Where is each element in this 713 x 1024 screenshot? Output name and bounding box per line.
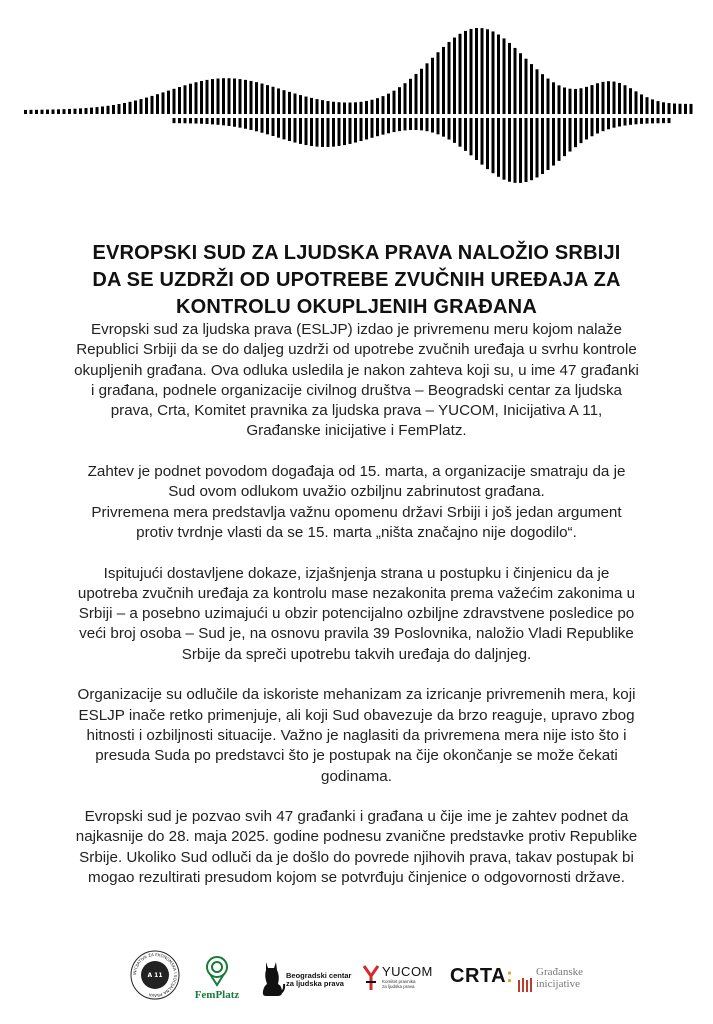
paragraph-4 [40, 685, 673, 786]
paragraph-3 [40, 564, 673, 665]
wave-bar-upper [503, 38, 506, 114]
wave-bar-upper [508, 43, 511, 114]
wave-bar-lower [470, 118, 473, 155]
wave-bar-upper [134, 101, 137, 114]
wave-bar-lower [404, 118, 407, 130]
wave-bar-upper [244, 80, 247, 114]
wave-bar-lower [596, 118, 599, 133]
wave-bar-upper [288, 92, 291, 114]
wave-bar-upper [563, 88, 566, 114]
wave-bar-lower [299, 118, 302, 144]
wave-bar-upper [657, 101, 660, 114]
wave-bar-lower [200, 118, 203, 124]
text-line: ESLJP inače retko primenjuje, ali koji Sud obavezuje da brzo reaguje, upravo zbog [78, 706, 635, 724]
wave-bar-upper [420, 69, 423, 114]
wave-bar-upper [332, 102, 335, 114]
text-line: Organizacije su odlučile da iskoriste mehanizam za izricanje privremenih mera, koji [77, 686, 636, 704]
wave-bar-upper [79, 108, 82, 114]
sound-wave-graphic [0, 0, 713, 200]
wave-bar-upper [624, 85, 627, 114]
wave-bar-upper [437, 52, 440, 114]
wave-bar-lower [558, 118, 561, 161]
wave-bar-upper [90, 108, 93, 114]
wave-bar-lower [178, 118, 181, 123]
wave-bar-lower [492, 118, 495, 173]
wave-bar-lower [371, 118, 374, 138]
wave-bar-upper [558, 85, 561, 114]
wave-bar-lower [228, 118, 231, 126]
a11-logo [130, 950, 180, 1000]
wave-bar-lower [354, 118, 357, 143]
beogradski-centar-logo [260, 958, 352, 1002]
paragraph-1 [40, 320, 673, 442]
wave-bar-upper [63, 109, 66, 114]
text-line: hitnosti i ozbiljnosti situacije. Važno je naglasiti da privremena mera nije isto što i [86, 726, 627, 744]
wave-bar-lower [519, 118, 522, 183]
wave-bar-lower [547, 118, 550, 170]
wave-bar-upper [85, 108, 88, 114]
wave-bar-upper [635, 91, 638, 114]
femplatz-logo [190, 955, 244, 1005]
wave-bar-lower [618, 118, 621, 126]
wave-bar-upper [167, 91, 170, 114]
wave-bar-upper [266, 85, 269, 114]
crta-name: CRTA [450, 965, 507, 987]
wave-bar-upper [299, 95, 302, 114]
wave-bar-lower [464, 118, 467, 151]
wave-bar-upper [338, 102, 341, 114]
wave-bar-lower [244, 118, 247, 129]
yucom-mark-icon [362, 964, 380, 992]
wave-bar-lower [662, 118, 665, 123]
wave-bar-upper [651, 99, 654, 114]
wave-bar-lower [536, 118, 539, 177]
wave-bar-lower [349, 118, 352, 144]
wave-bar-lower [360, 118, 363, 141]
wave-bar-upper [382, 96, 385, 114]
wave-bar-upper [349, 103, 352, 114]
wave-bar-lower [327, 118, 330, 147]
wave-bar-lower [387, 118, 390, 133]
paragraph-2 [40, 462, 673, 543]
wave-bar-upper [30, 110, 33, 114]
wave-bar-lower [409, 118, 412, 130]
wave-bar-upper [272, 87, 275, 114]
wave-bar-lower [266, 118, 269, 134]
yucom-sub-1: Komitet pravnika [382, 979, 416, 984]
wave-bar-upper [46, 110, 49, 114]
text-line: godinama. [321, 767, 392, 785]
wave-bar-upper [316, 99, 319, 114]
wave-bar-upper [250, 81, 253, 114]
wave-bar-upper [552, 82, 555, 114]
wave-bar-upper [486, 29, 489, 114]
wave-bar-upper [574, 89, 577, 114]
cat-icon [260, 958, 286, 998]
headline-line-3: KONTROLU OKUPLJENIH GRAĐANA [176, 296, 537, 318]
wave-bar-upper [453, 38, 456, 114]
wave-bar-lower [316, 118, 319, 147]
wave-bar-upper [140, 99, 143, 114]
text-line: Srbije da spreči upotrebu takvih uređaja do daljnjeg. [181, 645, 532, 663]
wave-bar-upper [283, 90, 286, 114]
wave-bar-lower [437, 118, 440, 134]
wave-bar-lower [431, 118, 434, 133]
wave-bar-lower [184, 118, 187, 123]
wave-bar-upper [365, 101, 368, 114]
wave-bar-lower [250, 118, 253, 130]
wave-bar-upper [195, 82, 198, 114]
wave-bar-lower [651, 118, 654, 123]
article-body [40, 320, 673, 909]
wave-bar-lower [442, 118, 445, 137]
wave-bar-lower [497, 118, 500, 177]
wave-bar-upper [613, 82, 616, 114]
wave-bar-upper [684, 104, 687, 114]
wave-bar-upper [404, 83, 407, 114]
gradjanske-inicijative-logo [518, 966, 608, 998]
text-line: Zahtev je podnet povodom događaja od 15. marta, a organizacije smatraju da je [87, 463, 626, 481]
wave-bar-upper [354, 102, 357, 114]
wave-bar-upper [156, 94, 159, 114]
wave-bar-lower [426, 118, 429, 131]
wave-bar-lower [448, 118, 451, 139]
wave-bar-upper [668, 103, 671, 114]
wave-bar-upper [497, 35, 500, 114]
text-line: okupljenih građana. Ova odluka usledila je nakon zahteva koji su, u ime 47 građanki [74, 361, 639, 379]
text-line: Srbiji – a posebno uzimajući u obzir potencijalno ozbiljne zdravstvene posledice po [78, 605, 635, 623]
headline-line-2: DA SE UZDRŽI OD UPOTREBE ZVUČNIH UREĐAJA ZA [92, 269, 621, 291]
wave-bar-lower [239, 118, 242, 128]
wave-bar-upper [448, 42, 451, 114]
wave-bar-upper [541, 74, 544, 114]
wave-bar-upper [129, 102, 132, 114]
wave-bar-lower [217, 118, 220, 125]
gi-line-2: inicijative [536, 978, 580, 990]
wave-bar-lower [574, 118, 577, 147]
wave-bar-upper [360, 102, 363, 114]
text-line: veći broj osoba – Sud je, na osnovu pravila 39 Poslovnika, naložio Vladi Republike [79, 625, 634, 643]
location-pin-icon [190, 955, 244, 987]
wave-bar-upper [162, 92, 165, 114]
wave-bar-upper [327, 101, 330, 114]
wave-bar-lower [310, 118, 313, 146]
wave-bar-upper [629, 88, 632, 114]
wave-bar-upper [41, 110, 44, 114]
partner-logos [130, 950, 610, 1010]
wave-bar-lower [635, 118, 638, 124]
wave-bar-upper [343, 103, 346, 114]
yucom-name: YUCOM [382, 964, 433, 979]
wave-bar-upper [690, 104, 693, 114]
wave-bar-upper [294, 94, 297, 114]
wave-bar-lower [503, 118, 506, 180]
wave-bar-upper [310, 98, 313, 114]
a11-seal-icon [130, 950, 180, 1000]
wave-bar-upper [398, 87, 401, 114]
wave-bar-lower [508, 118, 511, 182]
wave-bar-lower [552, 118, 555, 166]
wave-bar-lower [629, 118, 632, 125]
wave-bar-lower [602, 118, 605, 131]
wave-bar-upper [217, 79, 220, 114]
wave-bar-lower [640, 118, 643, 124]
wave-bar-upper [211, 79, 214, 114]
wave-bar-lower [475, 118, 478, 160]
wave-bar-upper [492, 31, 495, 114]
text-line: protiv tvrdnje vlasti da se 15. marta „ništa značajno nije dogodilo“. [136, 523, 577, 541]
wave-bar-upper [618, 83, 621, 114]
wave-bar-lower [624, 118, 627, 126]
text-line: Građanske inicijative i FemPlatz. [246, 422, 467, 440]
wave-bar-lower [272, 118, 275, 136]
wave-bar-upper [145, 98, 148, 114]
wave-bar-upper [376, 98, 379, 114]
wave-bar-lower [569, 118, 572, 152]
wave-bar-lower [646, 118, 649, 124]
wave-bar-lower [376, 118, 379, 136]
wave-bar-lower [459, 118, 462, 147]
headline-line-1: EVROPSKI SUD ZA LJUDSKA PRAVA NALOŽIO SRBIJI [92, 242, 621, 264]
text-line: i građana, podnele organizacije civilnog društva – Beogradski centar za ljudska [90, 381, 623, 399]
wave-bar-upper [228, 78, 231, 114]
wave-bar-lower [591, 118, 594, 136]
wave-bar-lower [514, 118, 517, 183]
wave-bar-lower [233, 118, 236, 127]
wave-bar-upper [514, 48, 517, 114]
wave-bar-lower [343, 118, 346, 145]
wave-bar-lower [332, 118, 335, 147]
wave-bar-lower [398, 118, 401, 131]
wave-bar-upper [123, 103, 126, 114]
yucom-logo [362, 964, 434, 1000]
wave-bar-upper [607, 81, 610, 114]
wave-bar-upper [35, 110, 38, 114]
wave-bar-upper [261, 84, 264, 114]
wave-bar-lower [580, 118, 583, 143]
wave-bar-upper [673, 104, 676, 114]
text-line: Ispitujući dostavljene dokaze, izjašnjenja strana u postupku i činjenicu da je [103, 564, 610, 582]
wave-bar-upper [96, 107, 99, 114]
wave-bar-lower [206, 118, 209, 124]
text-line: Republici Srbiji da se do daljeg uzdrži od upotrebe zvučnih uređaja u svrhu kontrole [76, 341, 637, 359]
wave-bar-upper [118, 104, 121, 114]
wave-bar-upper [580, 88, 583, 114]
crta-logo [450, 965, 514, 995]
wave-bar-upper [173, 89, 176, 114]
wave-bar-upper [525, 59, 528, 114]
wave-bar-upper [321, 100, 324, 114]
wave-bar-lower [607, 118, 610, 129]
wave-bar-lower [668, 118, 671, 123]
wave-bar-upper [662, 102, 665, 114]
wave-bar-lower [525, 118, 528, 182]
wave-bar-upper [233, 79, 236, 114]
wave-bar-upper [189, 84, 192, 114]
wave-bar-upper [431, 58, 434, 114]
wave-bar-upper [393, 91, 396, 114]
wave-bar-lower [486, 118, 489, 169]
wave-bar-upper [200, 81, 203, 114]
wave-bar-lower [173, 118, 176, 123]
wave-bar-lower [541, 118, 544, 174]
bgcentar-line-1: Beogradski centar [286, 971, 352, 980]
wave-bar-upper [470, 29, 473, 114]
wave-bar-upper [112, 105, 115, 114]
text-line: presuda Suda po predstavci što je postupak na čije okončanje se može čekati [95, 747, 618, 765]
text-line: mogao rezultirati presudom kojom se potvrđuju činjenice o odgovornosti države. [88, 869, 625, 887]
wave-bar-upper [547, 79, 550, 114]
headline [40, 240, 673, 321]
wave-bar-upper [585, 87, 588, 114]
wave-bar-upper [305, 97, 308, 114]
text-line: Evropski sud je pozvao svih 47 građanki i građana u čije ime je zahtev podnet da [84, 808, 629, 826]
wave-bar-lower [277, 118, 280, 138]
wave-bar-upper [442, 47, 445, 114]
wave-bar-upper [24, 110, 27, 114]
bars-icon [518, 972, 534, 996]
wave-bar-upper [151, 96, 154, 114]
wave-bar-upper [222, 78, 225, 114]
wave-bar-upper [184, 85, 187, 114]
wave-bar-upper [591, 85, 594, 114]
wave-bar-upper [57, 109, 60, 114]
wave-bar-lower [382, 118, 385, 135]
wave-bar-upper [459, 34, 462, 114]
wave-bar-lower [563, 118, 566, 156]
wave-bar-lower [195, 118, 198, 124]
wave-bar-upper [178, 87, 181, 114]
text-line: najkasnije do 28. maja 2025. godine podnesu zvanične predstavke protiv Republike [75, 828, 638, 846]
text-line: Evropski sud za ljudska prava (ESLJP) izdao je privremenu meru kojom nalaže [91, 321, 622, 338]
wave-bar-upper [371, 100, 374, 114]
wave-bar-upper [646, 97, 649, 114]
wave-bar-lower [657, 118, 660, 123]
wave-bar-upper [596, 83, 599, 114]
text-line: prava, Crta, Komitet pravnika za ljudska prava – YUCOM, Inicijativa A 11, [110, 402, 603, 420]
text-line: Sud ovom odlukom uvažio ozbiljnu zabrinutost građana. [168, 483, 545, 501]
text-line: Privremena mera predstavlja važnu opomenu državi Srbiji i još jedan argument [91, 503, 622, 521]
wave-bar-lower [585, 118, 588, 139]
text-line: Srbije. Ukoliko Sud odluči da je došlo do povrede njihovih prava, takav postupak bi [79, 848, 634, 866]
wave-bar-upper [481, 28, 484, 114]
bgcentar-line-2: za ljudska prava [286, 979, 344, 988]
wave-bar-upper [640, 94, 643, 114]
wave-bar-lower [415, 118, 418, 130]
wave-bar-upper [255, 82, 258, 114]
wave-bar-upper [206, 80, 209, 114]
wave-bar-upper [536, 69, 539, 114]
wave-bar-lower [305, 118, 308, 145]
wave-bar-lower [420, 118, 423, 130]
wave-bar-lower [338, 118, 341, 146]
wave-bar-lower [211, 118, 214, 124]
paragraph-5 [40, 807, 673, 888]
wave-bar-lower [453, 118, 456, 143]
wave-bar-lower [283, 118, 286, 139]
svg-text:INICIJATIVA ZA EKONOMSKA I SOC: INICIJATIVA ZA EKONOMSKA I SOCIJALNA PRAVA [131, 951, 179, 999]
wave-bar-upper [68, 109, 71, 114]
femplatz-name: FemPlatz [194, 989, 240, 1001]
wave-bar-upper [107, 106, 110, 114]
wave-bar-lower [189, 118, 192, 123]
wave-bar-upper [74, 109, 77, 114]
wave-bar-upper [679, 104, 682, 114]
wave-bar-lower [393, 118, 396, 132]
wave-bar-upper [569, 89, 572, 114]
wave-bar-upper [530, 64, 533, 114]
wave-bar-upper [426, 63, 429, 114]
wave-bar-upper [415, 74, 418, 114]
wave-bar-lower [255, 118, 258, 131]
crta-colon: : [506, 965, 514, 987]
gi-line-1: Građanske [536, 966, 584, 978]
text-line: upotreba zvučnih uređaja za kontrolu mase nezakonita prema važećim zakonima u [77, 584, 636, 602]
wave-bar-upper [239, 79, 242, 114]
wave-bar-upper [519, 53, 522, 114]
wave-bar-upper [101, 106, 104, 114]
svg-text:A 11: A 11 [147, 972, 163, 979]
wave-bar-lower [222, 118, 225, 125]
wave-bar-lower [481, 118, 484, 165]
wave-bar-upper [475, 28, 478, 114]
yucom-sub-2: za ljudska prava [382, 984, 415, 989]
wave-bar-upper [464, 31, 467, 114]
wave-bar-upper [387, 94, 390, 114]
wave-bar-lower [321, 118, 324, 147]
wave-bar-upper [52, 109, 55, 114]
wave-bar-upper [409, 79, 412, 114]
wave-bar-lower [613, 118, 616, 128]
wave-bar-upper [602, 82, 605, 114]
wave-bar-lower [294, 118, 297, 143]
wave-bar-lower [288, 118, 291, 141]
wave-bar-upper [277, 88, 280, 114]
wave-bar-lower [365, 118, 368, 139]
wave-bar-lower [261, 118, 264, 133]
wave-bar-lower [530, 118, 533, 180]
